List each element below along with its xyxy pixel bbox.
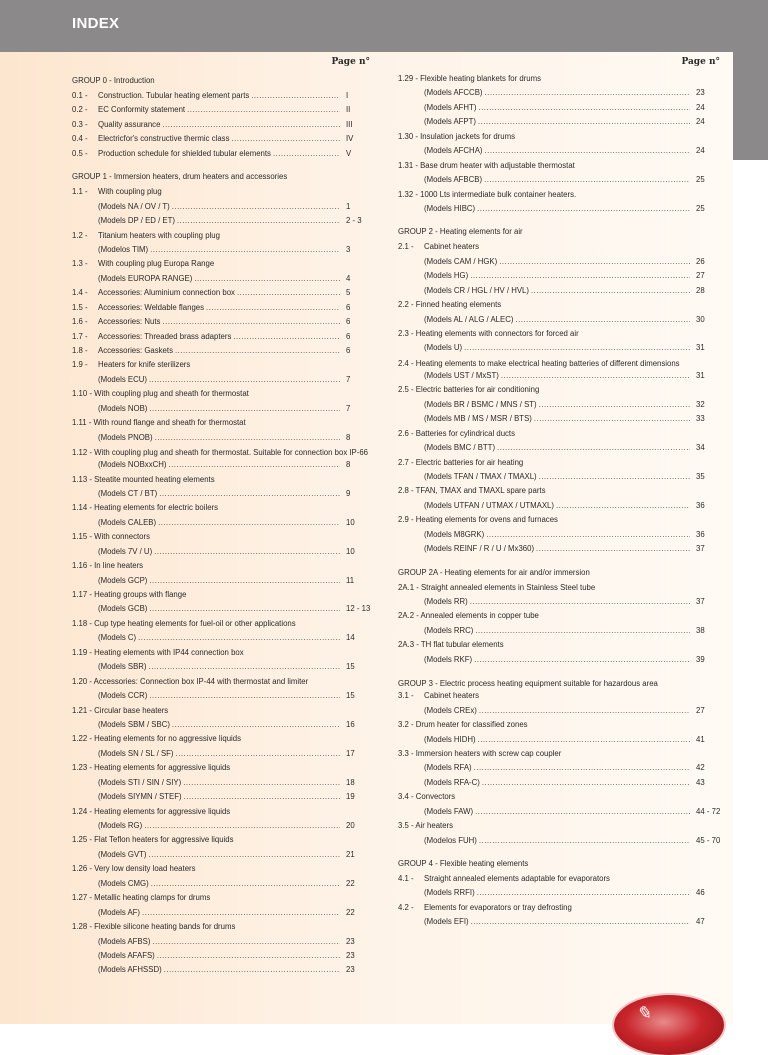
index-entry-heading: 2.2 - Finned heating elements	[398, 300, 502, 310]
index-entry-heading: 2A.3 - TH flat tubular elements	[398, 640, 504, 650]
index-entry-heading: 3.1 - Cabinet heaters	[398, 691, 480, 701]
model-entry[interactable]: (Models STI / SIN / SIY) ..... 18	[72, 776, 372, 790]
index-entry-heading: 1.11 - With round flange and sheath for thermostat	[72, 418, 246, 428]
index-entry-heading: 2A.1 - Straight annealed elements in Stainless Steel tube	[398, 582, 596, 592]
index-entry-heading: 1.27 - Metallic heating clamps for drums	[72, 893, 211, 903]
group-heading: GROUP 0 - Introduction	[72, 76, 155, 85]
index-entry-heading: 2.1 - Cabinet heaters	[398, 242, 480, 252]
model-entry[interactable]: (Models BR / BSMC / MNS / ST) ..... 32	[398, 398, 722, 412]
model-entry[interactable]: (Models C) ..... 14	[72, 631, 372, 645]
model-entry[interactable]: (Models AL / ALG / ALEC) ..... 30	[398, 313, 722, 327]
index-entry-heading: 1.1 - With coupling plug	[72, 187, 162, 197]
model-entry[interactable]: (Models ECU) ..... 7	[72, 373, 372, 387]
index-entry-heading: 1.29 - Flexible heating blankets for drums	[398, 74, 542, 83]
index-entry-heading: 4.1 - Straight annealed elements adaptable for evaporators	[398, 874, 610, 883]
index-entry-heading: 3.3 - Immersion heaters with screw cap coupler	[398, 748, 562, 758]
model-entry[interactable]: (Models M8GRK) ..... 36	[398, 528, 722, 542]
model-entry[interactable]: (Models RRC) ..... 38	[398, 624, 722, 638]
index-entry[interactable]: 0.3 - Quality assurance ..... III	[72, 118, 372, 132]
model-entry[interactable]: (Models RFA-C) ..... 43	[398, 776, 722, 790]
model-entry[interactable]: (Models NA / OV / T) ..... 1	[72, 200, 372, 214]
model-entry[interactable]: (Models GCP) ..... 11	[72, 574, 372, 588]
model-entry[interactable]: (Models CR / HGL / HV / HVL) ..... 28	[398, 284, 722, 298]
index-entry-heading: 2A.2 - Annealed elements in copper tube	[398, 611, 539, 621]
index-entry-heading: 1.23 - Heating elements for aggressive liquids	[72, 763, 231, 773]
model-entry[interactable]: (Models RG) ..... 20	[72, 819, 372, 833]
index-entry-heading: 1.17 - Heating groups with flange	[72, 590, 187, 599]
model-entry[interactable]: (Models NOB) ..... 7	[72, 402, 372, 416]
index-column-left	[72, 56, 372, 978]
index-entry-heading: 2.5 - Electric batteries for air conditioning	[398, 385, 540, 395]
model-entry[interactable]: (Models CT / BT) ..... 9	[72, 487, 372, 501]
index-entry-heading: 1.15 - With connectors	[72, 532, 151, 542]
index-entry-heading: 1.13 - Steatite mounted heating elements	[72, 474, 215, 484]
index-entry-heading: 1.19 - Heating elements with IP44 connection box	[72, 647, 244, 657]
index-entry-heading: 4.2 - Elements for evaporators or tray defrosting	[398, 902, 572, 912]
index-entry-heading: 1.31 - Base drum heater with adjustable thermostat	[398, 160, 575, 170]
index-entry-heading: 1.28 - Flexible silicone heating bands for drums	[72, 922, 236, 932]
index-entry-heading: 1.9 - Heaters for knife sterilizers	[72, 360, 191, 370]
group-heading: GROUP 2A - Heating elements for air and/or immersion	[398, 567, 590, 577]
index-entry-heading: 1.3 - With coupling plug Europa Range	[72, 259, 215, 269]
index-column-right	[398, 56, 722, 930]
index-entry-heading: 2.8 - TFAN, TMAX and TMAXL spare parts	[398, 486, 546, 496]
model-entry[interactable]: (Models RR) ..... 37	[398, 595, 722, 609]
index-entry[interactable]: 1.6 - Accessories: Nuts ..... 6	[72, 315, 372, 329]
model-entry[interactable]: (Models CALEB) ..... 10	[72, 516, 372, 530]
model-entry[interactable]: (Models AFBCB) ..... 25	[398, 173, 722, 187]
model-entry[interactable]: (Models CCR) ..... 15	[72, 689, 372, 703]
model-entry[interactable]: (Models AFCCB) ..... 23	[398, 86, 722, 100]
model-entry[interactable]: (Models AFBS) ..... 23	[72, 935, 372, 949]
model-entry[interactable]: (Modelos TIM) ..... 3	[72, 243, 372, 257]
group-heading: GROUP 4 - Flexible heating elements	[398, 859, 529, 868]
index-entry-heading: 3.2 - Drum heater for classified zones	[398, 720, 528, 730]
index-entry-heading: 1.18 - Cup type heating elements for fuel-oil or other applications	[72, 618, 296, 628]
model-entry[interactable]: (Models RRFI) ..... 46	[398, 886, 722, 900]
page-number-header: Page n°	[331, 57, 370, 67]
model-entry[interactable]: (Models SBR) ..... 15	[72, 660, 372, 674]
model-entry[interactable]: (Models UTFAN / UTMAX / UTMAXL) ..... 36	[398, 499, 722, 513]
model-entry[interactable]: (Models DP / ED / ET) ..... 2 - 3	[72, 214, 372, 228]
model-entry[interactable]: (Models HIBC) ..... 25	[398, 202, 722, 216]
model-entry[interactable]: (Models EFI) ..... 47	[398, 915, 722, 929]
index-entry-heading: 2.3 - Heating elements with connectors for forced air	[398, 329, 579, 338]
group-heading: GROUP 2 - Heating elements for air	[398, 227, 523, 237]
header-tab-notch	[494, 0, 549, 38]
model-entry[interactable]: (Models BMC / BTT) ..... 34	[398, 441, 722, 455]
index-entry[interactable]: 1.4 - Accessories: Aluminium connection box ..... 5	[72, 286, 372, 300]
page-title: INDEX	[72, 15, 120, 32]
model-entry[interactable]: (Models AFHSSD) ..... 23	[72, 963, 372, 977]
model-entry[interactable]: (Models CAM / HGK) ..... 26	[398, 255, 722, 269]
index-entry[interactable]: 1.5 - Accessories: Weldable flanges ..... 6	[72, 301, 372, 315]
group-heading: GROUP 1 - Immersion heaters, drum heaters and accessories	[72, 172, 288, 182]
model-entry[interactable]: (Models SBM / SBC) ..... 16	[72, 718, 372, 732]
index-entry-heading: 1.22 - Heating elements for no aggressive liquids	[72, 734, 242, 744]
index-entry[interactable]: 0.2 - EC Conformity statement ..... II	[72, 103, 372, 117]
index-entry[interactable]: 1.7 - Accessories: Threaded brass adapters ..... 6	[72, 330, 372, 344]
model-entry[interactable]: (Models REINF / R / U / Mx360) ..... 37	[398, 542, 722, 556]
model-entry[interactable]: (Models AFHT) ..... 24	[398, 101, 722, 115]
model-entry[interactable]: (Models SN / SL / SF) ..... 17	[72, 747, 372, 761]
index-entry-heading: 1.24 - Heating elements for aggressive liquids	[72, 806, 231, 816]
model-entry[interactable]: (Models 7V / U) ..... 10	[72, 545, 372, 559]
group-heading: GROUP 3 - Electric process heating equipment suitable for hazardous area	[398, 679, 658, 689]
model-entry[interactable]: (Models SIYMN / STEF) ..... 19	[72, 790, 372, 804]
page-number-header: Page n°	[681, 57, 720, 67]
index-entry-heading-wrapped: 1.12 - With coupling plug and sheath for thermostat. Suitable for connection box IP-66	[72, 448, 369, 458]
model-entry[interactable]: (Models AF) ..... 22	[72, 906, 372, 920]
model-entry[interactable]: (Models FAW) ..... 44 - 72	[398, 805, 722, 819]
model-entry[interactable]: (Models PNOB) ..... 8	[72, 431, 372, 445]
model-entry[interactable]: (Models MB / MS / MSR / BTS) ..... 33	[398, 412, 722, 426]
model-entry[interactable]: (Models TFAN / TMAX / TMAXL) ..... 35	[398, 470, 722, 484]
index-entry-heading: 3.5 - Air heaters	[398, 821, 454, 831]
model-entry[interactable]: (Models EUROPA RANGE) ..... 4	[72, 272, 372, 286]
model-entry[interactable]: (Models AFPT) ..... 24	[398, 115, 722, 129]
index-entry-heading: 1.20 - Accessories: Connection box IP-44 with thermostat and limiter	[72, 676, 309, 686]
model-entry[interactable]: (Models GCB) ..... 12 - 13	[72, 602, 372, 616]
index-entry-heading: 1.10 - With coupling plug and sheath for thermostat	[72, 389, 249, 399]
index-entry-heading: 2.6 - Batteries for cylindrical ducts	[398, 428, 515, 438]
model-entry[interactable]: (Models CREx) ..... 27	[398, 704, 722, 718]
index-entry-heading: 1.21 - Circular base heaters	[72, 705, 169, 715]
model-entry[interactable]: (Models GVT) ..... 21	[72, 848, 372, 862]
index-entry-heading: 1.25 - Flat Teflon heaters for aggressive liquids	[72, 835, 234, 845]
index-entry-heading: 1.14 - Heating elements for electric boilers	[72, 503, 219, 513]
model-entry[interactable]: (Models U) ..... 31	[398, 341, 722, 355]
model-entry[interactable]: (Models RFA) ..... 42	[398, 761, 722, 775]
index-entry-heading: 1.32 - 1000 Lts intermediate bulk container heaters.	[398, 189, 577, 199]
model-entry[interactable]: (Models CMG) ..... 22	[72, 877, 372, 891]
index-entry-heading: 1.16 - In line heaters	[72, 561, 144, 571]
model-entry[interactable]: (Models AFCHA) ..... 24	[398, 144, 722, 158]
brand-logo-icon: ✎	[614, 995, 724, 1055]
model-entry[interactable]: (Models UST / MxST) ..... 31	[398, 369, 722, 383]
index-entry[interactable]: 0.1 - Construction. Tubular heating element parts ..... I	[72, 89, 372, 103]
side-tab-block	[733, 0, 768, 160]
index-entry[interactable]: 0.5 - Production schedule for shielded tubular elements ..... V	[72, 147, 372, 161]
index-entry-heading: 1.26 - Very low density load heaters	[72, 864, 196, 874]
index-entry-heading: 2.9 - Heating elements for ovens and furnaces	[398, 515, 558, 525]
model-entry[interactable]: (Models RKF) ..... 39	[398, 653, 722, 667]
index-entry-heading: 1.2 - Titanium heaters with coupling plug	[72, 230, 220, 240]
index-entry-heading-wrapped: 2.4 - Heating elements to make electrical heating batteries of different dimensions	[398, 358, 680, 368]
model-entry[interactable]: (Models HIDH) ..... 41	[398, 733, 722, 747]
model-entry[interactable]: (Models HG) ..... 27	[398, 269, 722, 283]
index-entry-heading: 2.7 - Electric batteries for air heating	[398, 457, 524, 467]
model-entry[interactable]: (Modelos FUH) ..... 45 - 70	[398, 834, 722, 848]
model-entry[interactable]: (Models NOBxxCH) ..... 8	[72, 458, 372, 472]
index-entry-heading: 3.4 - Convectors	[398, 792, 456, 802]
index-entry[interactable]: 0.4 - Electricfor's constructive thermic class ..... IV	[72, 132, 372, 146]
index-entry-heading: 1.30 - Insulation jackets for drums	[398, 131, 516, 141]
index-entry[interactable]: 1.8 - Accessories: Gaskets ..... 6	[72, 344, 372, 358]
model-entry[interactable]: (Models AFAFS) ..... 23	[72, 949, 372, 963]
